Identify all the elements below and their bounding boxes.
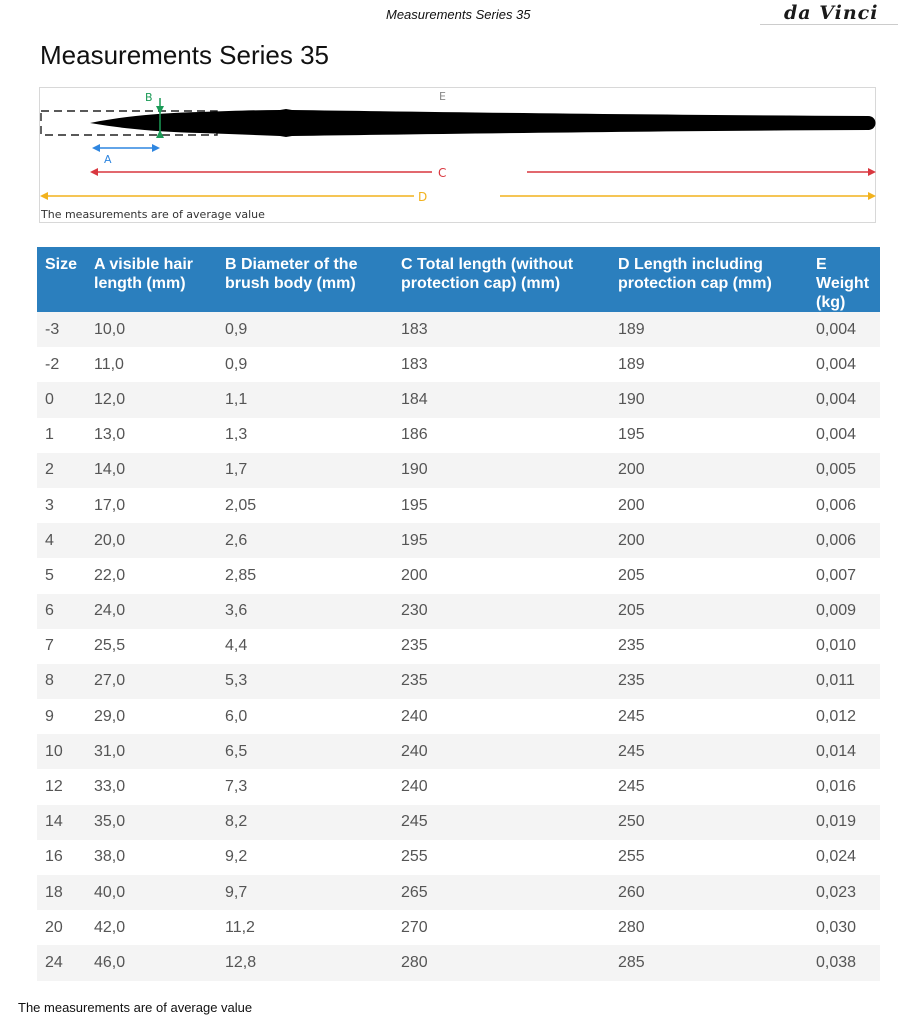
table-cell: 10 (37, 734, 86, 769)
table-row (37, 488, 880, 523)
table-cell: 16 (37, 840, 86, 875)
table-cell: 265 (393, 875, 610, 910)
table-cell: 240 (393, 699, 610, 734)
table-cell: 6 (37, 594, 86, 629)
table-cell: 13,0 (86, 418, 217, 453)
table-cell: 0,019 (808, 805, 880, 840)
table-cell: 0 (37, 382, 86, 417)
a-arrow-left (92, 144, 100, 152)
table-cell: 280 (393, 945, 610, 980)
table-cell: 0,011 (808, 664, 880, 699)
table-cell: 38,0 (86, 840, 217, 875)
a-arrow-right (152, 144, 160, 152)
table-cell: 240 (393, 734, 610, 769)
table-cell: 0,9 (217, 312, 393, 347)
table-row (37, 734, 880, 769)
table-cell: 200 (610, 453, 808, 488)
table-cell: 195 (393, 488, 610, 523)
table-cell: 245 (610, 769, 808, 804)
table-cell: 245 (610, 699, 808, 734)
table-row (37, 805, 880, 840)
page-header (0, 0, 899, 28)
table-cell: 4,4 (217, 629, 393, 664)
table-cell: 7 (37, 629, 86, 664)
table-cell: 0,030 (808, 910, 880, 945)
table-row (37, 875, 880, 910)
table-cell: 4 (37, 523, 86, 558)
table-cell: 245 (393, 805, 610, 840)
table-cell: 8 (37, 664, 86, 699)
table-cell: 285 (610, 945, 808, 980)
table-cell: 42,0 (86, 910, 217, 945)
header-size: Size (37, 247, 86, 312)
table-row (37, 523, 880, 558)
table-cell: 0,004 (808, 382, 880, 417)
table-cell: 2 (37, 453, 86, 488)
table-cell: 200 (393, 558, 610, 593)
table-row (37, 840, 880, 875)
table-cell: 2,85 (217, 558, 393, 593)
table-cell: 0,004 (808, 347, 880, 382)
b-arrow-down (156, 106, 164, 114)
table-cell: 40,0 (86, 875, 217, 910)
table-cell: 14 (37, 805, 86, 840)
table-row (37, 910, 880, 945)
table-cell: 0,004 (808, 418, 880, 453)
table-cell: 2,05 (217, 488, 393, 523)
table-cell: 0,009 (808, 594, 880, 629)
d-label: D (418, 190, 428, 204)
table-cell: 0,9 (217, 347, 393, 382)
table-cell: 1,1 (217, 382, 393, 417)
table-row (37, 418, 880, 453)
table-cell: 190 (393, 453, 610, 488)
table-cell: 280 (610, 910, 808, 945)
table-cell: 0,016 (808, 769, 880, 804)
table-cell: 11,0 (86, 347, 217, 382)
table-cell: 0,012 (808, 699, 880, 734)
table-cell: 7,3 (217, 769, 393, 804)
table-cell: 235 (610, 629, 808, 664)
table-row (37, 699, 880, 734)
table-cell: 0,014 (808, 734, 880, 769)
table-cell: 9 (37, 699, 86, 734)
table-cell: 186 (393, 418, 610, 453)
table-cell: 18 (37, 875, 86, 910)
table-row (37, 594, 880, 629)
table-cell: -2 (37, 347, 86, 382)
table-row (37, 629, 880, 664)
brush-diagram-svg (40, 88, 877, 224)
table-cell: 3,6 (217, 594, 393, 629)
table-cell: 2,6 (217, 523, 393, 558)
table-cell: 0,004 (808, 312, 880, 347)
table-cell: 11,2 (217, 910, 393, 945)
table-cell: 33,0 (86, 769, 217, 804)
table-cell: 235 (393, 664, 610, 699)
table-cell: 0,006 (808, 488, 880, 523)
header-weight: E Weight (kg) (808, 247, 880, 312)
table-cell: 1 (37, 418, 86, 453)
table-cell: 255 (393, 840, 610, 875)
table-cell: 14,0 (86, 453, 217, 488)
table-cell: 24 (37, 945, 86, 980)
table-cell: 235 (610, 664, 808, 699)
c-arrow-left (90, 168, 98, 176)
table-cell: 189 (610, 312, 808, 347)
table-cell: 31,0 (86, 734, 217, 769)
table-cell: 35,0 (86, 805, 217, 840)
davinci-logo (760, 2, 898, 25)
table-cell: -3 (37, 312, 86, 347)
table-cell: 260 (610, 875, 808, 910)
header-visible-hair-length: A visible hair length (mm) (86, 247, 217, 312)
d-arrow-left (40, 192, 48, 200)
table-cell: 6,0 (217, 699, 393, 734)
measurements-table (37, 247, 880, 981)
table-cell: 240 (393, 769, 610, 804)
table-cell: 0,023 (808, 875, 880, 910)
table-cell: 20 (37, 910, 86, 945)
table-row (37, 558, 880, 593)
table-cell: 29,0 (86, 699, 217, 734)
table-cell: 25,5 (86, 629, 217, 664)
table-row (37, 453, 880, 488)
table-cell: 1,3 (217, 418, 393, 453)
table-cell: 205 (610, 594, 808, 629)
c-arrow-right (868, 168, 876, 176)
table-cell: 235 (393, 629, 610, 664)
table-cell: 189 (610, 347, 808, 382)
table-cell: 27,0 (86, 664, 217, 699)
table-cell: 270 (393, 910, 610, 945)
table-cell: 230 (393, 594, 610, 629)
table-header-row (37, 247, 880, 312)
table-cell: 195 (610, 418, 808, 453)
table-cell: 12,0 (86, 382, 217, 417)
table-cell: 183 (393, 347, 610, 382)
header-brush-body-diameter: B Diameter of the brush body (mm) (217, 247, 393, 312)
table-cell: 250 (610, 805, 808, 840)
table-row (37, 769, 880, 804)
table-cell: 200 (610, 488, 808, 523)
table-cell: 20,0 (86, 523, 217, 558)
page-title: Measurements Series 35 (40, 40, 330, 70)
table-row (37, 382, 880, 417)
e-label: E (439, 90, 446, 103)
table-cell: 46,0 (86, 945, 217, 980)
table-cell: 0,024 (808, 840, 880, 875)
table-cell: 9,2 (217, 840, 393, 875)
table-row (37, 312, 880, 347)
header-length-with-cap: D Length including protection cap (mm) (610, 247, 808, 312)
table-cell: 200 (610, 523, 808, 558)
table-cell: 0,006 (808, 523, 880, 558)
table-cell: 12 (37, 769, 86, 804)
table-cell: 195 (393, 523, 610, 558)
table-row (37, 664, 880, 699)
header-document-title: Measurements Series 35 (386, 7, 531, 22)
table-cell: 3 (37, 488, 86, 523)
table-cell: 184 (393, 382, 610, 417)
table-cell: 0,007 (808, 558, 880, 593)
c-label: C (438, 166, 447, 180)
a-label: A (104, 153, 112, 166)
table-cell: 205 (610, 558, 808, 593)
table-cell: 24,0 (86, 594, 217, 629)
header-total-length: C Total length (without protection cap) (mm) (393, 247, 610, 312)
brush-silhouette (90, 109, 876, 137)
table-cell: 8,2 (217, 805, 393, 840)
table-row (37, 945, 880, 980)
table-cell: 22,0 (86, 558, 217, 593)
table-cell: 5 (37, 558, 86, 593)
logo-text: da Vinci (784, 2, 879, 24)
brush-measurement-diagram (39, 87, 876, 223)
table-cell: 255 (610, 840, 808, 875)
table-cell: 17,0 (86, 488, 217, 523)
table-cell: 9,7 (217, 875, 393, 910)
table-cell: 0,010 (808, 629, 880, 664)
table-cell: 0,038 (808, 945, 880, 980)
table-cell: 183 (393, 312, 610, 347)
diagram-note: The measurements are of average value (41, 208, 265, 221)
table-cell: 5,3 (217, 664, 393, 699)
table-cell: 12,8 (217, 945, 393, 980)
table-cell: 10,0 (86, 312, 217, 347)
table-cell: 190 (610, 382, 808, 417)
b-label: B (145, 91, 153, 104)
d-arrow-right (868, 192, 876, 200)
footer-note: The measurements are of average value (18, 1000, 253, 1015)
table-cell: 6,5 (217, 734, 393, 769)
table-cell: 1,7 (217, 453, 393, 488)
table-cell: 245 (610, 734, 808, 769)
table-row (37, 347, 880, 382)
table-cell: 0,005 (808, 453, 880, 488)
